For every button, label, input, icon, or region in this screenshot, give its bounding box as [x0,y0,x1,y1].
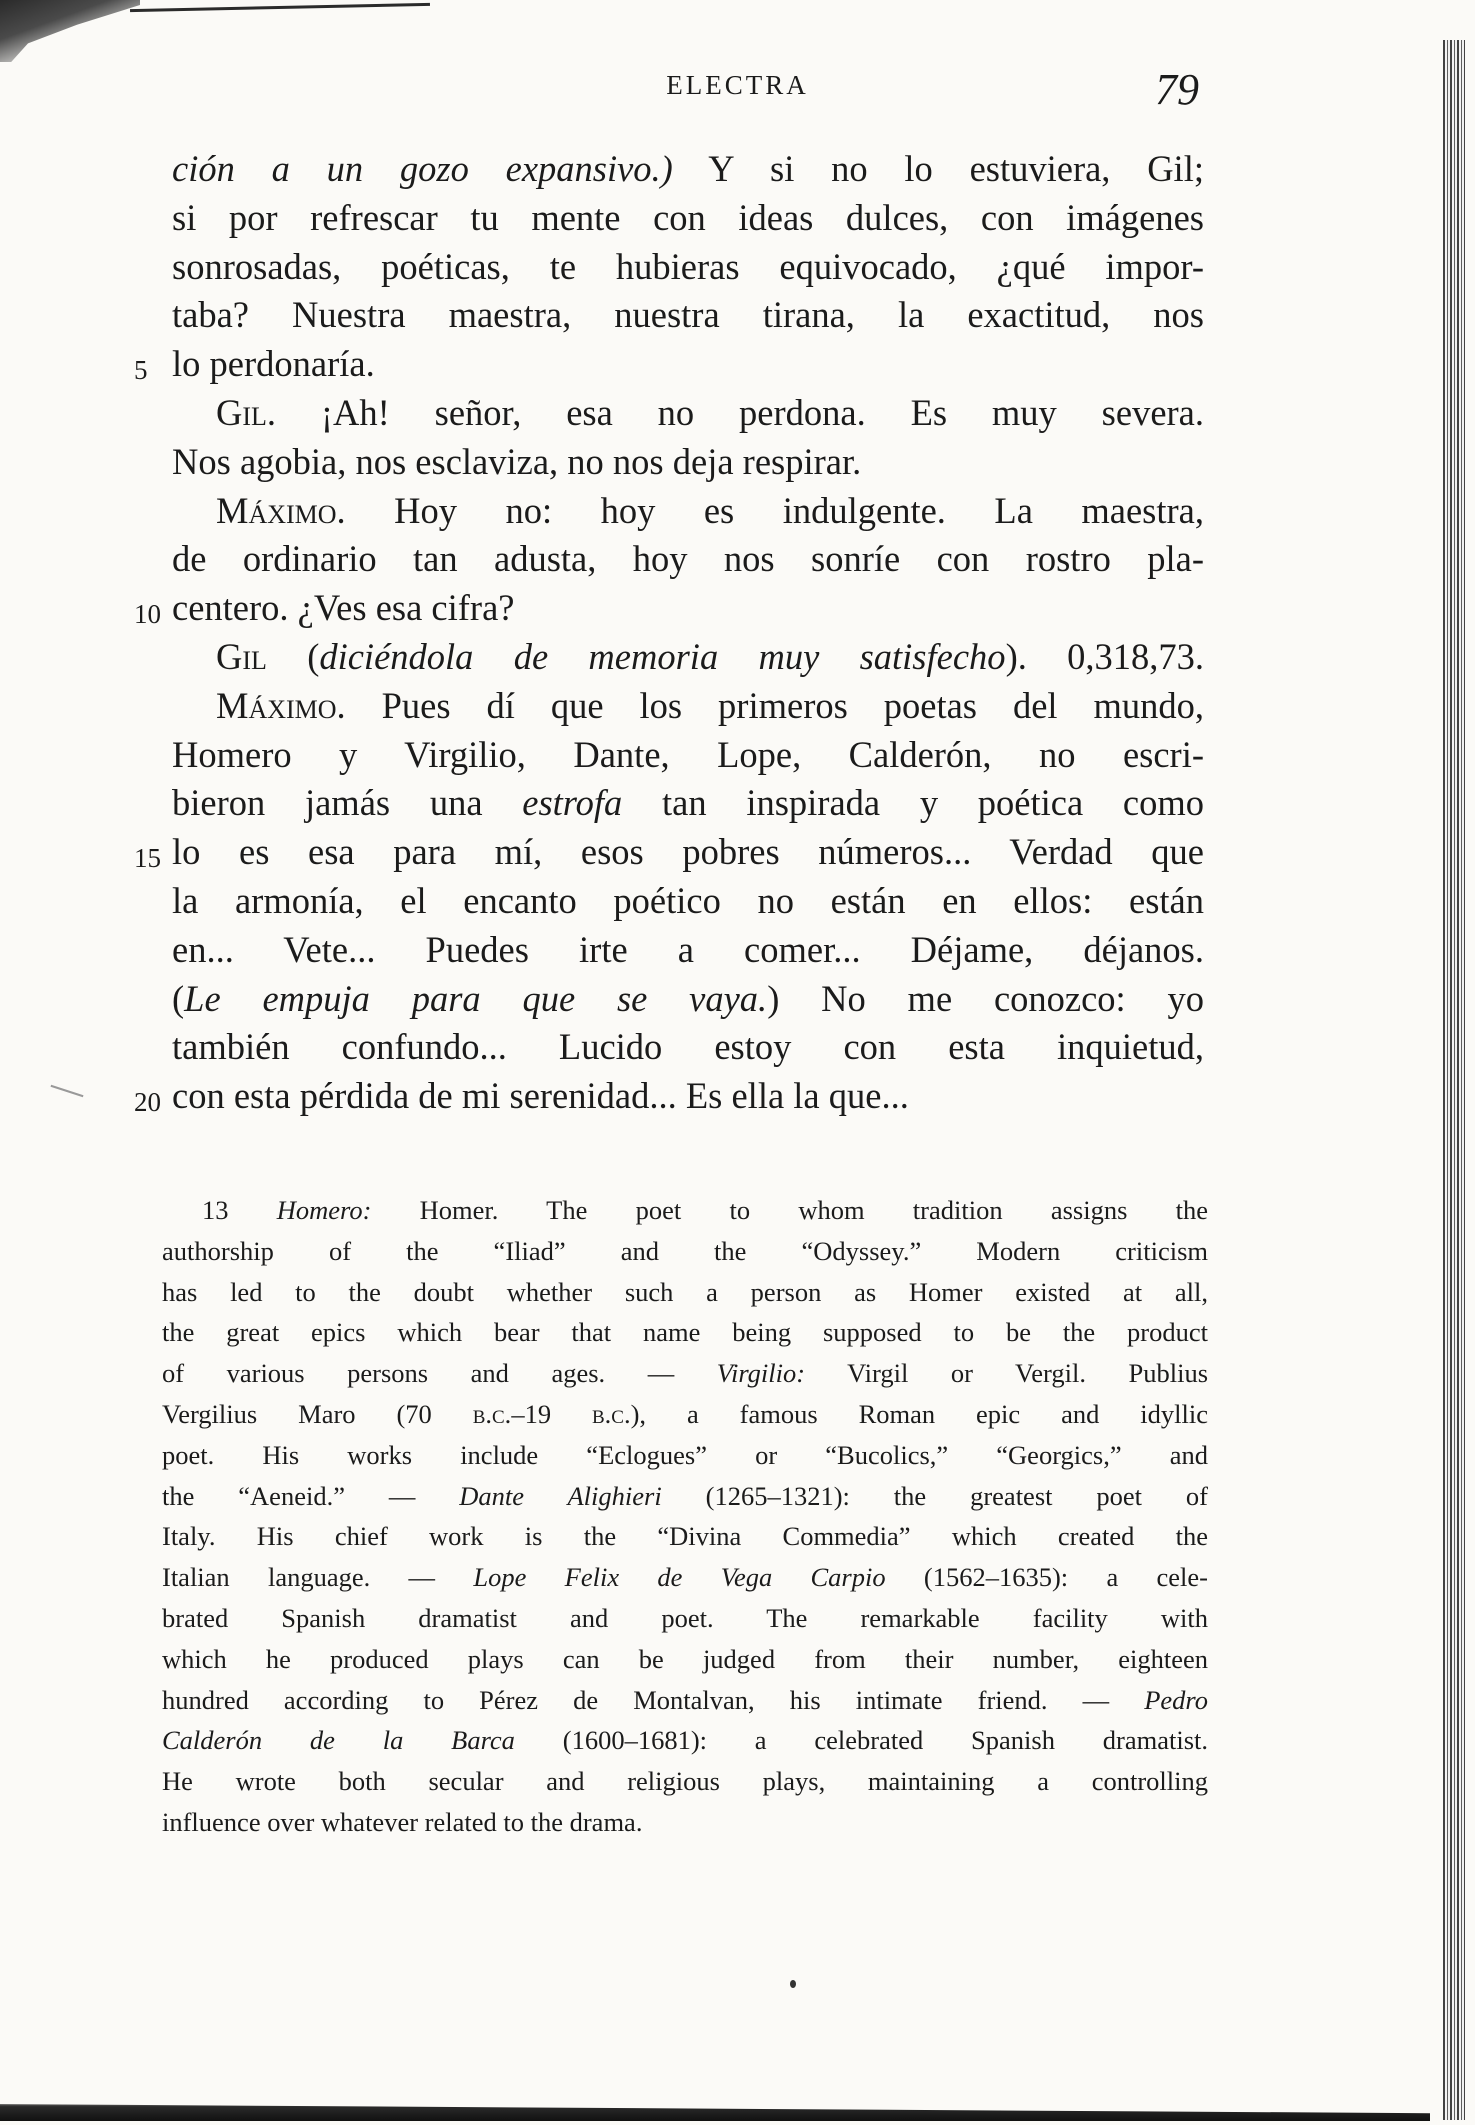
footnote-line [162,1680,1208,1721]
text-segment: (1265–1321): the greatest poet of [661,1480,1209,1511]
text-segment: b.c. [472,1398,512,1429]
line-number: 20 [134,1087,161,1118]
text-line [172,926,1204,975]
footnote-line [162,1720,1208,1761]
text-line [172,682,1204,731]
text-segment: centero. ¿Ves esa cifra? [172,587,515,629]
text-line [134,340,1204,389]
text-segment: ¡Ah! señor, esa no perdona. Es muy severa. [276,391,1204,433]
text-segment: ), a famous Roman epic and idyllic [630,1398,1208,1429]
text-segment: taba? Nuestra maestra, nuestra tirana, la exactitud, nos [172,294,1204,336]
footnote-line [162,1353,1208,1394]
text-segment: Gil. [216,391,277,433]
text-line [172,535,1204,584]
text-segment: Y si no lo estuviera, Gil; [672,148,1204,189]
text-segment: (1562–1635): a cele- [885,1562,1208,1593]
footnote-line [162,1598,1208,1639]
text-line [172,633,1204,682]
text-line [134,1072,1204,1121]
text-segment: has led to the doubt whether such a person as Homer existed at all, [162,1276,1208,1307]
text-segment: influence over whatever related to the drama. [162,1806,643,1837]
text-segment: 13 [202,1195,277,1225]
text-line [172,389,1204,438]
footnote-line [162,1476,1208,1517]
footnote-line [162,1231,1208,1272]
text-line [172,487,1204,536]
footnote-line [162,1435,1208,1476]
text-segment: brated Spanish dramatist and poet. The remarkable facility with [162,1602,1208,1633]
text-segment: ( [266,635,320,677]
text-segment: Italian language. — [162,1562,474,1593]
text-line [172,243,1204,292]
text-segment: con esta pérdida de mi serenidad... Es ella la que... [172,1075,909,1117]
text-segment: Máximo. [216,684,346,726]
text-segment: en... Vete... Puedes irte a comer... Déjame, déjanos. [172,928,1204,970]
text-segment: Le empuja para que se vaya. [184,977,768,1019]
text-segment: lo es esa para mí, esos pobres números... Verdad que [172,831,1204,873]
text-segment: ). 0,318,73. [1005,635,1204,677]
text-segment: bieron jamás una [172,782,523,824]
text-segment: Pedro [1144,1684,1208,1715]
text-line [172,731,1204,780]
text-segment: Máximo. [216,489,346,531]
text-segment: diciéndola de memoria muy satisfecho [319,635,1006,677]
text-segment: Gil [216,635,267,677]
text-segment: Pues dí que los primeros poetas del mundo, [345,684,1204,726]
text-line [134,584,1204,633]
text-segment: Virgil or Vergil. Publius [805,1358,1209,1389]
text-segment: ( [172,977,185,1019]
page-number: 79 [1155,65,1199,114]
footnote-line [162,1802,1208,1843]
text-segment: Vergilius Maro (70 [162,1398,473,1429]
main-text [134,145,1204,1121]
text-segment: of various persons and ages. — [162,1358,717,1389]
text-segment: Virgilio: [716,1358,806,1389]
text-line [172,779,1204,828]
text-line [172,1023,1204,1072]
text-segment: de ordinario tan adusta, hoy nos sonríe con rostro pla- [172,538,1204,580]
text-segment: lo perdonaría. [172,343,375,385]
text-segment: b.c. [591,1398,631,1429]
text-segment: –19 [511,1398,592,1429]
text-segment: (1600–1681): a celebrated Spanish dramatist. [514,1725,1209,1756]
text-segment: estrofa [522,782,623,824]
footnote-line [162,1516,1208,1557]
text-segment: the great epics which bear that name being supposed to be the product [162,1317,1208,1348]
footnote-line [162,1312,1208,1353]
footnote-line [162,1639,1208,1680]
text-segment: Homero: [276,1195,372,1225]
text-segment: Homero y Virgilio, Dante, Lope, Calderón, no escri- [172,733,1204,775]
text-line [172,975,1204,1024]
text-segment: poet. His works include “Eclogues” or “Bucolics,” “Georgics,” and [162,1439,1208,1470]
scan-bottom-shadow [0,2095,1430,2121]
text-segment: hundred according to Pérez de Montalvan, his intimate friend. — [162,1684,1145,1715]
line-number: 15 [134,843,161,874]
footnote-line [162,1394,1208,1435]
footnote-line [162,1557,1208,1598]
scan-edge-line [130,3,430,12]
footnote-line [162,1272,1208,1313]
footnote-line [162,1190,1208,1231]
text-line [172,877,1204,926]
text-segment: Nos agobia, nos esclaviza, no nos deja respirar. [172,440,862,482]
text-segment: tan inspirada y poética como [622,782,1204,824]
text-segment: the “Aeneid.” — [162,1480,460,1511]
running-title: ELECTRA [666,70,809,100]
page-binding-edge [1443,40,1465,2120]
text-segment: which he produced plays can be judged from their number, eighteen [162,1643,1208,1674]
text-segment: He wrote both secular and religious plays, maintaining a controlling [162,1766,1208,1797]
text-segment: Homer. The poet to whom tradition assigns the [371,1195,1208,1225]
text-segment: ) No me conozco: yo [767,977,1204,1019]
text-line [172,291,1204,340]
text-line [172,194,1204,243]
text-segment: si por refrescar tu mente con ideas dulces, con imágenes [172,196,1204,238]
text-segment: Dante Alighieri [459,1480,662,1511]
ink-speck [790,1980,796,1988]
line-number: 5 [134,355,148,386]
footnote-line [162,1761,1208,1802]
text-segment: la armonía, el encanto poético no están en ellos: están [172,879,1204,921]
text-segment: Hoy no: hoy es indulgente. La maestra, [345,489,1204,531]
scan-shadow-corner [0,0,140,62]
text-segment: ción a un gozo expansivo.) [172,148,673,189]
text-line [134,828,1204,877]
line-number: 10 [134,599,161,630]
text-segment: Italy. His chief work is the “Divina Commedia” which created the [162,1521,1208,1552]
text-segment: también confundo... Lucido estoy con esta inquietud, [172,1026,1204,1068]
footnotes [162,1190,1208,1843]
text-line [172,145,1204,194]
text-line [172,438,1204,487]
text-segment: sonrosadas, poéticas, te hubieras equivocado, ¿qué impor- [172,245,1204,287]
text-segment: Lope Felix de Vega Carpio [473,1562,886,1593]
text-segment: authorship of the “Iliad” and the “Odyssey.” Modern criticism [162,1235,1208,1266]
text-segment: Calderón de la Barca [162,1725,515,1756]
margin-mark [51,1085,84,1097]
